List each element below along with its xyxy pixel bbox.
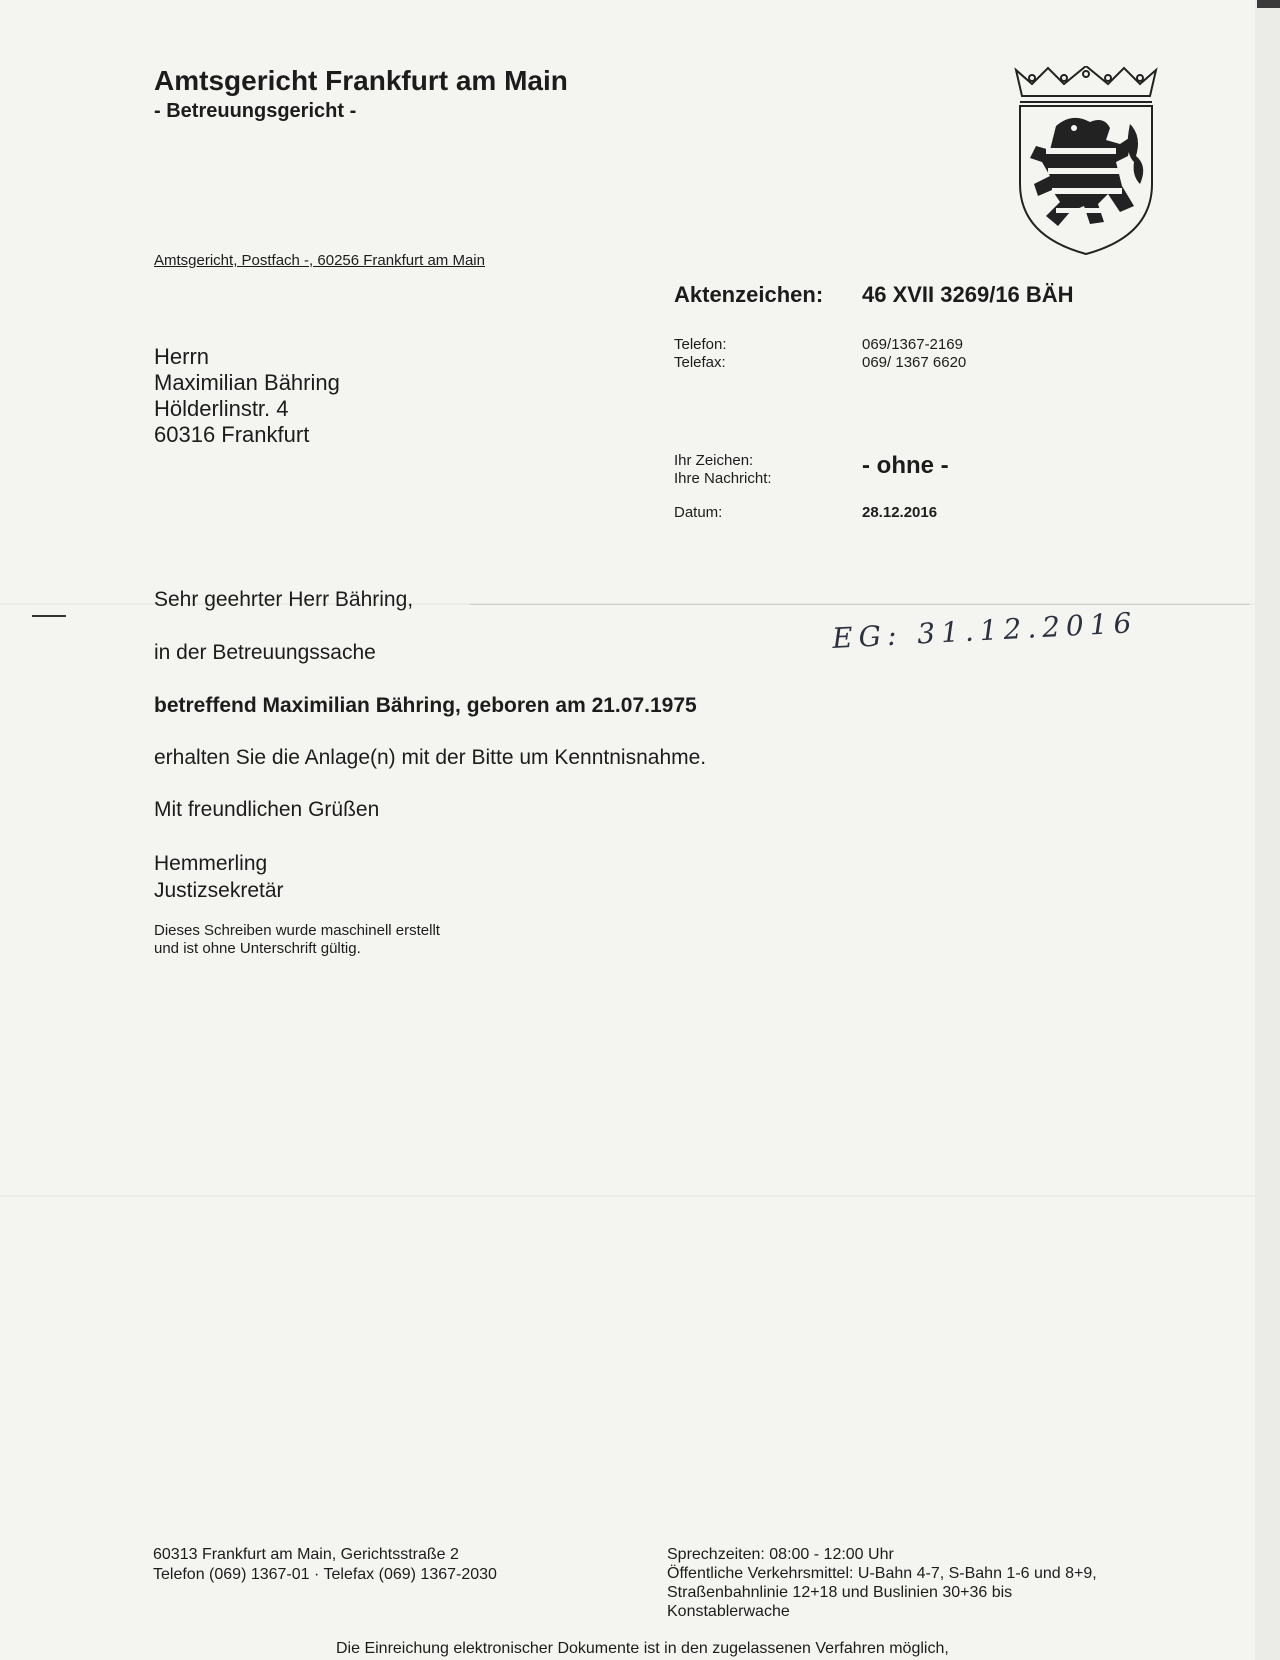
scan-edge — [1255, 0, 1280, 1660]
signer-title: Justizsekretär — [154, 879, 284, 902]
signer-name: Hemmerling — [154, 852, 268, 875]
footer-address-line: 60313 Frankfurt am Main, Gerichtsstraße 2 — [153, 1546, 459, 1563]
aktenzeichen-value: 46 XVII 3269/16 BÄH — [862, 282, 1074, 307]
handwritten-note: EG: 31.12.2016 — [831, 606, 1139, 655]
court-name: Amtsgericht Frankfurt am Main — [154, 65, 568, 96]
machine-note-line-2: und ist ohne Unterschrift gültig. — [154, 940, 361, 957]
footer-electronic-note: Die Einreichung elektronischer Dokumente ist in den zugelassenen Verfahren möglich, — [336, 1640, 949, 1657]
ihr-zeichen-label: Ihr Zeichen: — [674, 452, 754, 469]
fold-line — [0, 1195, 1255, 1197]
footer-transit-3: Konstablerwache — [667, 1603, 790, 1620]
machine-note — [154, 922, 440, 958]
recipient-city: 60316 Frankfurt — [154, 422, 310, 447]
court-subtitle: - Betreuungsgericht - — [154, 100, 357, 122]
datum-value: 28.12.2016 — [862, 504, 938, 521]
letter-line-1: in der Betreuungssache — [154, 641, 376, 664]
recipient-title: Herrn — [154, 344, 210, 369]
letter-salutation: Sehr geehrter Herr Bähring, — [154, 588, 414, 611]
footer-transit-2: Straßenbahnlinie 12+18 und Buslinien 30+36 bis — [667, 1584, 1013, 1601]
fold-mark — [32, 615, 66, 617]
telefax-label: Telefax: — [674, 354, 726, 371]
recipient-street: Hölderlinstr. 4 — [154, 396, 289, 421]
footer-info — [667, 1545, 1097, 1621]
ihre-nachricht-label: Ihre Nachricht: — [674, 470, 772, 487]
footer-phone-line: Telefon (069) 1367-01 · Telefax (069) 1367-2030 — [153, 1566, 497, 1583]
machine-note-line-1: Dieses Schreiben wurde maschinell erstellt — [154, 922, 440, 939]
ihr-zeichen-labels — [674, 452, 772, 488]
aktenzeichen-label: Aktenzeichen: — [674, 282, 824, 307]
telefon-value: 069/1367-2169 — [862, 336, 963, 353]
datum-label: Datum: — [674, 504, 723, 521]
ihr-zeichen-value: - ohne - — [862, 452, 949, 479]
recipient-name: Maximilian Bähring — [154, 370, 340, 395]
hessen-lion-crest-icon — [1012, 66, 1160, 256]
contact-values — [862, 336, 966, 372]
letter-subject: betreffend Maximilian Bähring, geboren am 21.07.1975 — [154, 694, 697, 717]
letter-closing: Mit freundlichen Grüßen — [154, 798, 380, 821]
footer-hours: Sprechzeiten: 08:00 - 12:00 Uhr — [667, 1546, 894, 1563]
recipient-address — [154, 344, 340, 448]
return-address: Amtsgericht, Postfach -, 60256 Frankfurt am Main — [154, 252, 485, 269]
footer-transit-1: Öffentliche Verkehrsmittel: U-Bahn 4-7, S-Bahn 1-6 und 8+9, — [667, 1565, 1097, 1582]
contact-labels — [674, 336, 727, 372]
footer-address — [153, 1545, 497, 1585]
telefax-value: 069/ 1367 6620 — [862, 354, 967, 371]
telefon-label: Telefon: — [674, 336, 727, 353]
letter-line-3: erhalten Sie die Anlage(n) mit der Bitte um Kenntnisnahme. — [154, 746, 707, 769]
faint-rule — [470, 604, 1250, 605]
signature-block — [154, 850, 284, 904]
